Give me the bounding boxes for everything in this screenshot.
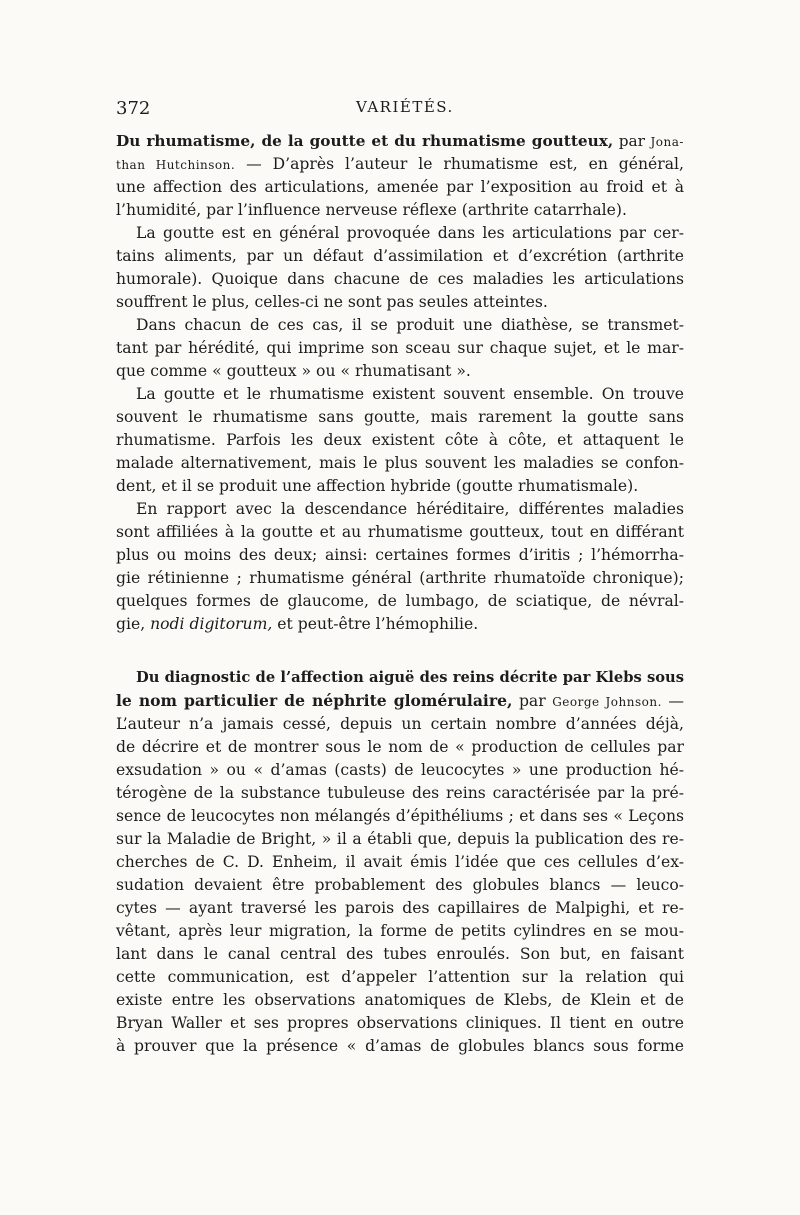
text-line: tant par hérédité, qui imprime son sceau sur chaque sujet, et le mar- bbox=[116, 339, 684, 357]
section2-author: George Johnson. bbox=[552, 695, 662, 709]
section1-title: Du rhumatisme, de la goutte et du rhumatisme goutteux, bbox=[116, 132, 614, 150]
text-line: humorale). Quoique dans chacune de ces maladies les articulations bbox=[116, 270, 684, 288]
page-header bbox=[116, 98, 686, 122]
text-line: tains aliments, par un défaut d’assimilation et d’excrétion (arthrite bbox=[116, 247, 684, 265]
section1-author-a: Jona- bbox=[650, 135, 684, 149]
text-line: une affection des articulations, amenée par l’exposition au froid et à bbox=[116, 178, 684, 196]
text-line: sur la Maladie de Bright, » il a établi que, depuis la publication des re- bbox=[116, 830, 684, 848]
text-span: gie, bbox=[116, 615, 146, 633]
text-span: et peut-être l’hémophilie. bbox=[277, 615, 479, 633]
text-line: plus ou moins des deux; ainsi: certaines formes d’iritis ; l’hémorrha- bbox=[116, 546, 684, 564]
text-line: cette communication, est d’appeler l’attention sur la relation qui bbox=[116, 968, 684, 986]
text-line: Bryan Waller et ses propres observations cliniques. Il tient en outre bbox=[116, 1014, 684, 1032]
section2-par: par bbox=[518, 692, 546, 710]
section2-dash: — bbox=[668, 692, 685, 710]
text-line: lant dans le canal central des tubes enroulés. Son but, en faisant bbox=[116, 945, 684, 963]
text-line: sence de leucocytes non mélangés d’épithéliums ; et dans ses « Leçons bbox=[116, 807, 684, 825]
text-line: l’humidité, par l’influence nerveuse réflexe (arthrite catarrhale). bbox=[116, 201, 627, 219]
section1-author-b: than Hutchinson. bbox=[116, 158, 236, 172]
italic-term: nodi digitorum, bbox=[150, 615, 273, 633]
text-line: exsudation » ou « d’amas (casts) de leucocytes » une production hé- bbox=[116, 761, 684, 779]
text-line: térogène de la substance tubuleuse des reins caractérisée par la pré- bbox=[116, 784, 684, 802]
text-line: vêtant, après leur migration, la forme de petits cylindres en se mou- bbox=[116, 922, 684, 940]
text-line: En rapport avec la descendance héréditaire, différentes maladies bbox=[136, 500, 684, 518]
text-line: cherches de C. D. Enheim, il avait émis l’idée que ces cellules d’ex- bbox=[116, 853, 684, 871]
text-line: gie rétinienne ; rhumatisme général (arthrite rhumatoïde chronique); bbox=[116, 569, 684, 587]
text-line bbox=[116, 613, 684, 635]
text-line: dent, et il se produit une affection hybride (goutte rhumatismale). bbox=[116, 477, 639, 495]
text-line: La goutte et le rhumatisme existent souvent ensemble. On trouve bbox=[136, 385, 684, 403]
text-line bbox=[116, 153, 684, 176]
section2-title: Du diagnostic de l’affection aiguë des reins décrite par Klebs sous bbox=[136, 669, 684, 686]
text-line: de décrire et de montrer sous le nom de « production de cellules par bbox=[116, 738, 684, 756]
text-line: sont affiliées à la goutte et au rhumatisme goutteux, tout en différant bbox=[116, 523, 684, 541]
text-line: malade alternativement, mais le plus souvent les maladies se confon- bbox=[116, 454, 684, 472]
section1-par: par bbox=[618, 132, 645, 150]
text-line: cytes — ayant traversé les parois des capillaires de Malpighi, et re- bbox=[116, 899, 684, 917]
text-line: souffrent le plus, celles-ci ne sont pas seules atteintes. bbox=[116, 293, 548, 311]
section2-title-cont: le nom particulier de néphrite glomérulaire, bbox=[116, 691, 513, 710]
section2-title-line bbox=[116, 690, 684, 713]
text-line: L’auteur n’a jamais cessé, depuis un certain nombre d’années déjà, bbox=[116, 715, 684, 733]
text-line: rhumatisme. Parfois les deux existent côte à côte, et attaquent le bbox=[116, 431, 684, 449]
text-line: existe entre les observations anatomiques de Klebs, de Klein et de bbox=[116, 991, 684, 1009]
text-line: sudation devaient être probablement des globules blancs — leuco- bbox=[116, 876, 684, 894]
text-line: que comme « goutteux » ou « rhumatisant ». bbox=[116, 362, 471, 380]
text-line: Dans chacun de ces cas, il se produit une diathèse, se transmet- bbox=[136, 316, 684, 334]
text-span: — D’après l’auteur le rhumatisme est, en général, bbox=[246, 155, 684, 173]
section1-title-line bbox=[116, 130, 684, 153]
text-line: à prouver que la présence « d’amas de globules blancs sous forme bbox=[116, 1037, 684, 1055]
text-line: La goutte est en général provoquée dans les articulations par cer- bbox=[136, 224, 684, 242]
page-number: 372 bbox=[116, 98, 151, 119]
running-title: VARIÉTÉS. bbox=[356, 98, 454, 116]
text-line: quelques formes de glaucome, de lumbago, de sciatique, de névral- bbox=[116, 592, 684, 610]
text-line: souvent le rhumatisme sans goutte, mais rarement la goutte sans bbox=[116, 408, 684, 426]
